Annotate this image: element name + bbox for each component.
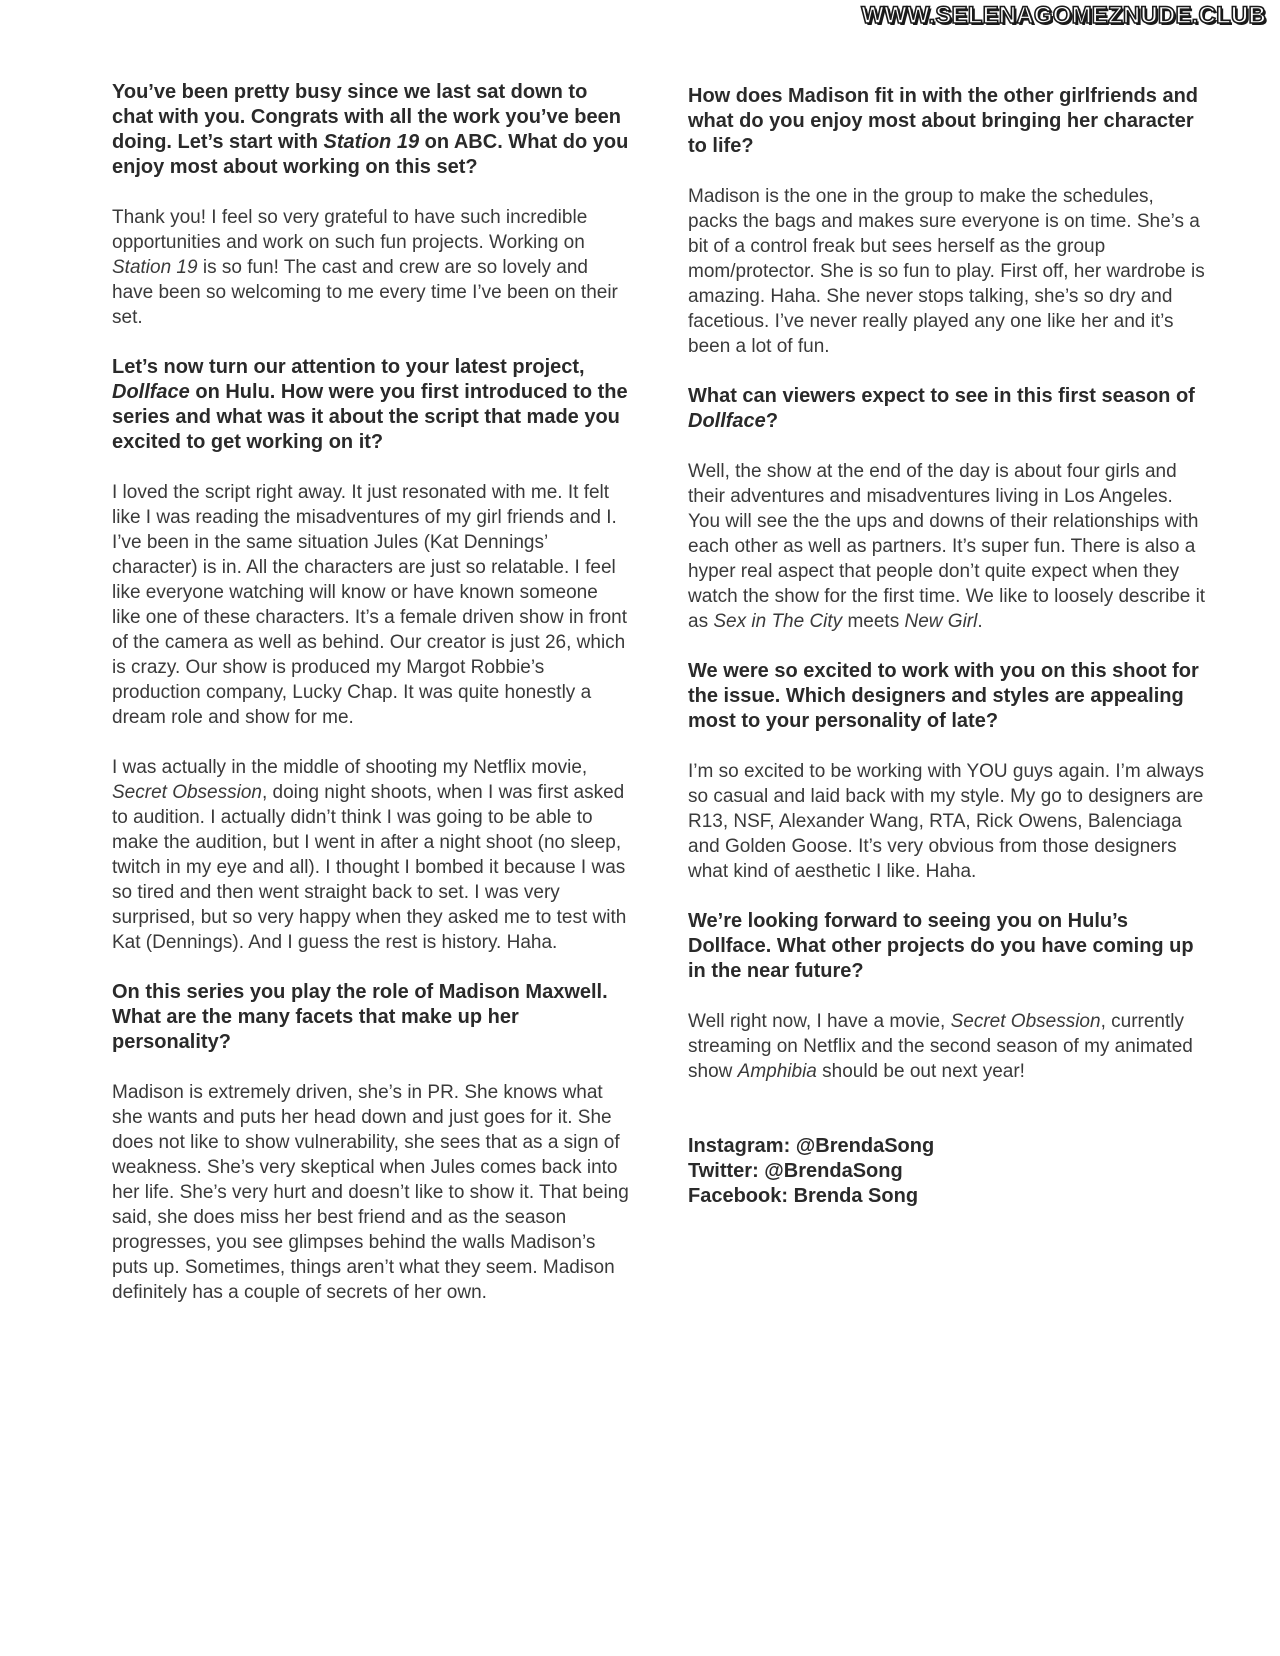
- question-paragraph: How does Madison fit in with the other girlfriends and what do you enjoy most about bringing her character to life?: [688, 85, 1199, 157]
- instagram-handle: Instagram: @BrendaSong: [688, 1135, 935, 1157]
- answer-paragraph: Madison is the one in the group to make the schedules, packs the bags and makes sure everyone is on time. She’s a bit of a control freak but sees herself as the group mom/protector. She is so fun to play. First off, her wardrobe is amazing. Haha. She never stops talking, she’s so dry and facetious. I’ve never really played any one like her and it’s been a lot of fun.: [688, 186, 1205, 357]
- facebook-handle: Facebook: Brenda Song: [688, 1185, 919, 1207]
- social-links: [688, 1134, 1206, 1209]
- answer-paragraph: I was actually in the middle of shooting my Netflix movie, Secret Obsession, doing night shoots, when I was first asked to audition. I actually didn’t think I was going to be able to make the audition, but I went in after a night shoot (no sleep, twitch in my eye and all). I thought I bombed it because I was so tired and then went straight back to set. I was very surprised, but so very happy when they asked me to test with Kat (Dennings). And I guess the rest is history. Haha.: [112, 757, 627, 953]
- left-column: [112, 80, 630, 1330]
- question-paragraph: You’ve been pretty busy since we last sat down to chat with you. Congrats with all the work you’ve been doing. Let’s start with Station 19 on ABC. What do you enjoy most about working on this set?: [112, 81, 629, 178]
- answer-paragraph: I’m so excited to be working with YOU guys again. I’m always so casual and laid back with my style. My go to designers are R13, NSF, Alexander Wang, RTA, Rick Owens, Balenciaga and Golden Goose. It’s very obvious from those designers what kind of aesthetic I like. Haha.: [688, 761, 1205, 882]
- watermark: WWW.SELENAGOMEZNUDE.CLUB: [861, 2, 1266, 29]
- question-paragraph: Let’s now turn our attention to your latest project, Dollface on Hulu. How were you first introduced to the series and what was it about the script that made you excited to get working on it?: [112, 356, 628, 453]
- right-column: [688, 84, 1206, 1209]
- answer-paragraph: Thank you! I feel so very grateful to have such incredible opportunities and work on such fun projects. Working on Station 19 is so fun! The cast and crew are so lovely and have been so welcoming to me every time I’ve been on their set.: [112, 207, 618, 328]
- answer-paragraph: I loved the script right away. It just resonated with me. It felt like I was reading the misadventures of my girl friends and I. I’ve been in the same situation Jules (Kat Dennings’ character) is in. All the characters are just so relatable. I feel like everyone watching will know or have known someone like one of these characters. It’s a female driven show in front of the camera as well as behind. Our creator is just 26, which is crazy. Our show is produced my Margot Robbie’s production company, Lucky Chap. It was quite honestly a dream role and show for me.: [112, 482, 628, 728]
- twitter-handle: Twitter: @BrendaSong: [688, 1160, 903, 1182]
- question-paragraph: We’re looking forward to seeing you on Hulu’s Dollface. What other projects do you have coming up in the near future?: [688, 910, 1194, 982]
- question-paragraph: What can viewers expect to see in this first season of Dollface?: [688, 385, 1195, 432]
- answer-paragraph: Madison is extremely driven, she’s in PR. She knows what she wants and puts her head down and just goes for it. She does not like to show vulnerability, she sees that as a sign of weakness. She’s very skeptical when Jules comes back into her life. She’s very hurt and doesn’t like to show it. That being said, she does miss her best friend and as the season progresses, you see glimpses behind the walls Madison’s puts up. Sometimes, things aren’t what they seem. Madison definitely has a couple of secrets of her own.: [112, 1082, 629, 1303]
- question-paragraph: On this series you play the role of Madison Maxwell. What are the many facets that make up her personality?: [112, 981, 608, 1053]
- question-paragraph: We were so excited to work with you on this shoot for the issue. Which designers and styles are appealing most to your personality of late?: [688, 660, 1199, 732]
- answer-paragraph: Well, the show at the end of the day is about four girls and their adventures and misadventures living in Los Angeles. You will see the the ups and downs of their relationships with each other as well as partners. It’s super fun. There is also a hyper real aspect that people don’t quite expect when they watch the show for the first time. We like to loosely describe it as Sex in The City meets New Girl.: [688, 461, 1206, 632]
- answer-paragraph: Well right now, I have a movie, Secret Obsession, currently streaming on Netflix and the second season of my animated show Amphibia should be out next year!: [688, 1011, 1193, 1082]
